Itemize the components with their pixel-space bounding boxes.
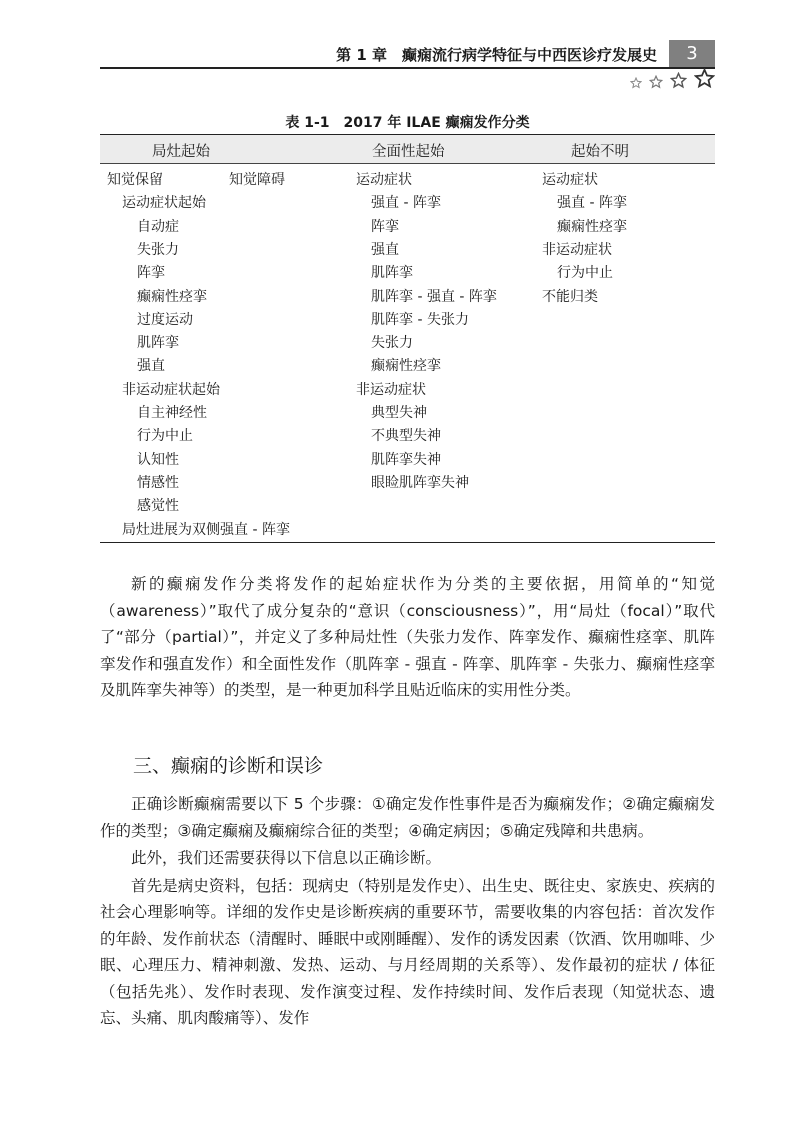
table-cell-focal: 强直 xyxy=(137,358,165,375)
table-cell-focal: 感觉性 xyxy=(137,498,179,515)
table-cell-generalized: 肌阵挛 - 强直 - 阵挛 xyxy=(371,288,497,305)
table-cell-generalized: 阵挛 xyxy=(371,218,399,235)
table-cell-unknown: 癫痫性痉挛 xyxy=(557,218,627,235)
star-outline-icon xyxy=(694,68,715,89)
table-cell-generalized: 眼睑肌阵挛失神 xyxy=(371,474,469,491)
table-cell-generalized: 典型失神 xyxy=(371,405,427,421)
table-cell-focal: 非运动症状起始 xyxy=(122,381,220,398)
body-block-1 xyxy=(100,571,715,704)
seizure-classification-table xyxy=(100,134,715,543)
table-cell-focal: 运动症状起始 xyxy=(122,195,206,212)
paragraph: 此外，我们还需要获得以下信息以正确诊断。 xyxy=(131,849,442,867)
body-block-2 xyxy=(100,791,715,1032)
table-cell-generalized: 肌阵挛 - 失张力 xyxy=(371,311,469,328)
table-cell-focal: 过度运动 xyxy=(137,311,193,328)
table-caption: 表 1-1 2017 年 ILAE 癫痫发作分类 xyxy=(285,115,530,131)
table-cell-focal: 癫痫性痉挛 xyxy=(137,288,207,305)
table-body xyxy=(100,164,715,543)
table-cell-focal: 情感性 xyxy=(137,474,179,491)
section-heading: 三、癫痫的诊断和误诊 xyxy=(133,755,324,777)
table-cell-focal: 局灶进展为双侧强直 - 阵挛 xyxy=(122,521,290,538)
paragraph: 新的癫痫发作分类将发作的起始症状作为分类的主要依据，用简单的“知觉（awareness）”取代了成分复杂的“意识（consciousness）”，用“局灶（focal）”取代了“部分（partial）”，并定义了多种局灶性（失张力发作、阵挛发作、癫痫性痉挛、肌阵挛发作和强直发作）和全面性发作（肌阵挛 - 强直 - 阵挛、肌阵挛 - 失张力、癫痫性痉挛及肌阵挛失神等）的类型，是一种更加科学且贴近临床的实用性分类。 xyxy=(100,575,715,699)
star-outline-icon xyxy=(649,75,663,89)
table-cell-focal: 阵挛 xyxy=(137,265,165,282)
table-cell-focal: 行为中止 xyxy=(137,428,193,445)
table-cell-generalized: 失张力 xyxy=(371,335,413,352)
table-cell-focal: 认知性 xyxy=(137,451,179,468)
table-cell-generalized: 运动症状 xyxy=(356,172,412,188)
column-header-unknown: 起始不明 xyxy=(571,144,629,160)
paragraph: 正确诊断癫痫需要以下 5 个步骤：①确定发作性事件是否为癫痫发作；②确定癫痫发作的类型；③确定癫痫及癫痫综合征的类型；④确定病因；⑤确定残障和共患病。 xyxy=(100,795,715,840)
star-outline-icon xyxy=(630,77,642,89)
table-cell-generalized: 不典型失神 xyxy=(371,428,441,445)
column-header-generalized: 全面性起始 xyxy=(372,144,445,160)
running-header xyxy=(100,40,715,69)
table-cell-focal: 肌阵挛 xyxy=(137,335,179,352)
column-header-focal: 局灶起始 xyxy=(152,144,210,160)
table-cell-focal: 自动症 xyxy=(137,218,179,235)
table-cell-generalized: 肌阵挛 xyxy=(371,265,413,282)
table-cell-generalized: 癫痫性痉挛 xyxy=(371,358,441,375)
table-cell-focal: 自主神经性 xyxy=(137,405,207,421)
table-cell-generalized: 肌阵挛失神 xyxy=(371,451,441,468)
table-cell-generalized: 非运动症状 xyxy=(356,381,426,398)
table-cell-generalized: 强直 xyxy=(371,241,399,258)
table-cell-unknown: 不能归类 xyxy=(542,288,598,305)
table-cell-focal: 知觉保留 xyxy=(107,172,163,188)
difficulty-stars xyxy=(628,68,715,90)
table-cell-unknown: 行为中止 xyxy=(557,265,613,282)
table-header-row xyxy=(100,134,715,164)
table-cell-unknown: 强直 - 阵挛 xyxy=(557,195,627,212)
paragraph: 首先是病史资料，包括：现病史（特别是发作史）、出生史、既往史、家族史、疾病的社会心理影响等。详细的发作史是诊断疾病的重要环节，需要收集的内容包括：首次发作的年龄、发作前状态（清醒时、睡眠中或刚睡醒）、发作的诱发因素（饮酒、饮用咖啡、少眠、心理压力、精神刺激、发热、运动、与月经周期的关系等）、发作最初的症状 / 体征（包括先兆）、发作时表现、发作演变过程、发作持续时间、发作后表现（知觉状态、遗忘、头痛、肌肉酸痛等）、发作 xyxy=(100,876,715,1027)
table-cell-focal: 失张力 xyxy=(137,241,179,258)
chapter-title: 第 1 章 癫痫流行病学特征与中西医诊疗发展史 xyxy=(336,46,657,64)
table-cell-unknown: 运动症状 xyxy=(542,172,598,188)
page-number: 3 xyxy=(669,40,715,67)
star-outline-icon xyxy=(670,72,687,89)
table-cell-unknown: 非运动症状 xyxy=(542,241,612,258)
table-cell-focal: 知觉障碍 xyxy=(229,172,285,188)
table-cell-generalized: 强直 - 阵挛 xyxy=(371,195,441,212)
